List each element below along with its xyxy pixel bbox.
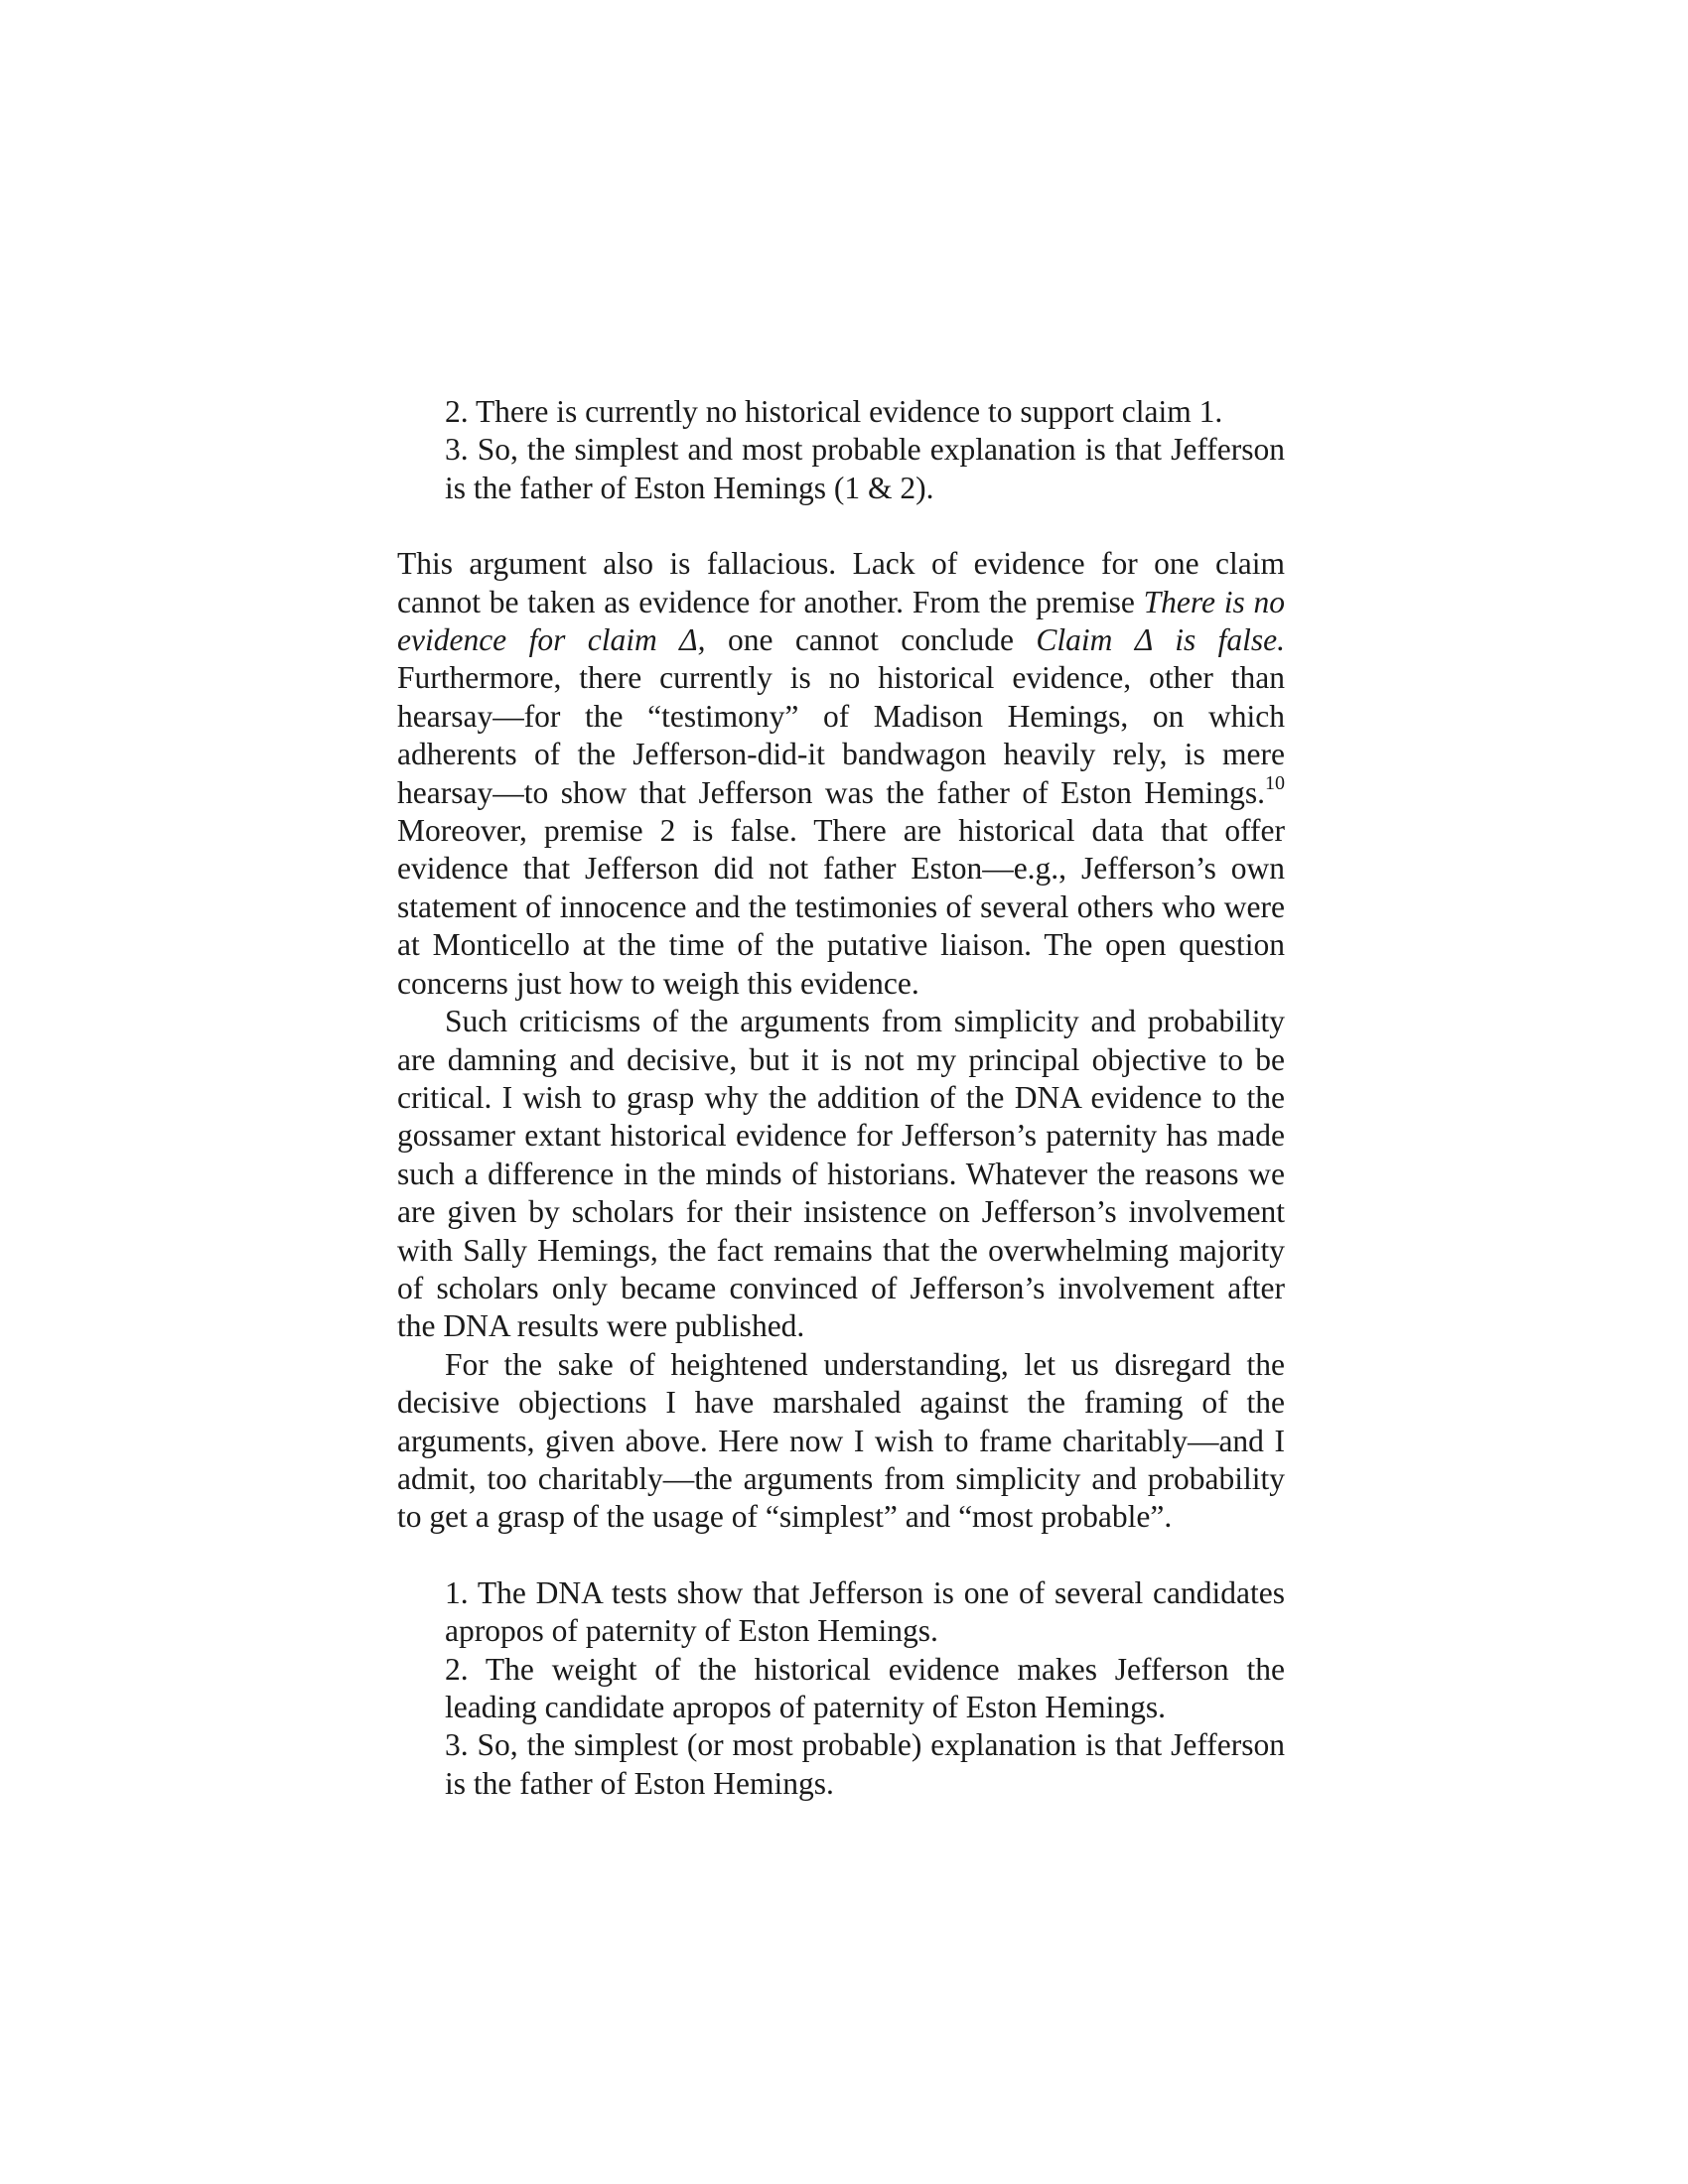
spacer xyxy=(397,507,1285,545)
paragraph-text: Moreover, premise 2 is false. There are historical data that offer evidence that Jefferson did not father Eston—e.g., Jefferson’s own statement of innocence and the testimonies of several others who were at Monticello at the time of the putative liaison. The open question concerns just how to weigh this evidence. xyxy=(397,813,1285,1001)
footnote-marker[interactable]: 10 xyxy=(1265,772,1285,795)
list-item-number: 2. xyxy=(445,1651,469,1687)
list-item-number: 1. xyxy=(445,1574,469,1610)
list-item-text: So, the simplest (or most probable) explanation is that Jefferson is the father of Eston Hemings. xyxy=(445,1727,1286,1801)
list-item xyxy=(445,1574,1285,1651)
list-item-text: So, the simplest and most probable explanation is that Jefferson is the father of Eston Hemings (1 & 2). xyxy=(445,432,1286,505)
list-item-text: There is currently no historical evidence to support claim 1. xyxy=(475,394,1223,429)
paragraph-text: Furthermore, there currently is no historical evidence, other than hearsay—for the “testimony” of Madison Hemings, on which adherents of the Jefferson-did-it bandwagon heavily rely, is mere hearsay—to show that Jefferson was the father of Eston Hemings. xyxy=(397,660,1285,810)
list-item-number: 3. xyxy=(445,432,469,468)
list-item xyxy=(445,393,1285,431)
paragraph-criticisms: Such criticisms of the arguments from simplicity and probability are damning and decisive, but it is not my principal objective to be critical. I wish to grasp why the addition of the DNA evidence to the gossamer extant historical evidence for Jefferson’s paternity has made such a difference in the minds of historians. Whatever the reasons we are given by scholars for their insistence on Jefferson’s involvement with Sally Hemings, the fact remains that the overwhelming majority of scholars only became convinced of Jefferson’s involvement after the DNA results were published. xyxy=(397,1004,1285,1344)
page-body xyxy=(397,393,1285,1803)
list-item-number: 2. xyxy=(445,394,469,429)
premise-list-bottom xyxy=(397,1574,1285,1803)
paragraph-fallacy xyxy=(397,545,1285,1003)
list-item xyxy=(445,1726,1285,1803)
spacer xyxy=(397,1537,1285,1574)
paragraph-charitable: For the sake of heightened understanding, let us disregard the decisive objections I have marshaled against the framing of the arguments, given above. Here now I wish to frame charitably—and I admit, too charitably—the arguments from simplicity and probability to get a grasp of the usage of “simplest” and “most probable”. xyxy=(397,1346,1285,1535)
italic-premise: There is no evidence for claim Δ, xyxy=(397,584,1285,658)
premise-list-top xyxy=(397,393,1285,507)
italic-conclusion: Claim Δ is false. xyxy=(1036,622,1286,658)
list-item-text: The DNA tests show that Jefferson is one of several candidates apropos of paternity of Eston Hemings. xyxy=(445,1574,1285,1649)
list-item xyxy=(445,1651,1285,1727)
list-item-number: 3. xyxy=(445,1727,469,1763)
paragraph-text: one cannot conclude xyxy=(705,622,1037,658)
list-item xyxy=(445,431,1285,507)
list-item-text: The weight of the historical evidence makes Jefferson the leading candidate apropos of paternity of Eston Hemings. xyxy=(445,1651,1285,1724)
paragraph-text: This argument also is fallacious. Lack of evidence for one claim cannot be taken as evidence for another. From the premise xyxy=(397,546,1285,619)
